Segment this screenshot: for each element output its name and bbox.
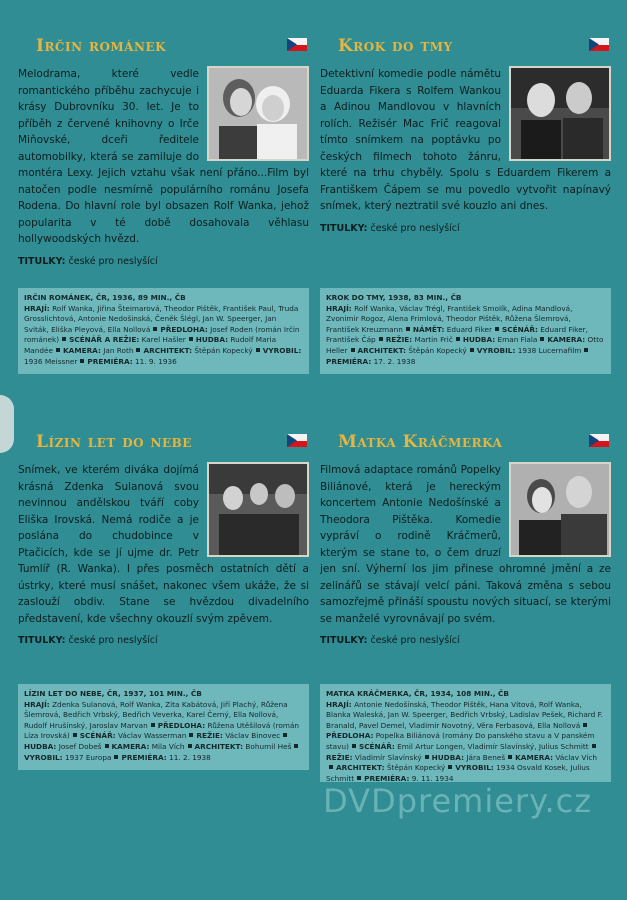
film-still-photo: [207, 462, 309, 557]
credit-value: Bohumil Heš: [245, 741, 292, 751]
credit-value: 17. 2. 1938: [373, 356, 416, 366]
film-title: Krok do tmy: [338, 36, 453, 56]
credit-value: Růžena Utěšilová (román Líza Irovská): [24, 720, 300, 741]
credit-label: VYROBIL:: [455, 763, 494, 773]
credit-value: Václav Binovec: [225, 731, 281, 741]
credit-label: KAMERA:: [111, 741, 150, 751]
credit-value: 1934 Osvald Kosek, Julius Schmitt: [326, 763, 590, 782]
film-body: [320, 462, 611, 660]
credit-label: HUDBA:: [431, 752, 464, 762]
credit-label: VYROBIL:: [262, 345, 302, 355]
credits-box: [18, 684, 309, 770]
film-title: Matka Kráčmerka: [338, 432, 503, 452]
credit-label: PREMIÉRA:: [121, 752, 167, 762]
czech-flag-icon: [287, 434, 307, 447]
film-title: Lízin let do nebe: [36, 432, 192, 452]
film-description: Melodrama, které vedle romantického příběhu zachycuje i krásy Dubrovníku 30. let. Je to příběh z červené knihovny o Irče Miňovské, dceři ředitele automobilky, která se zamiluje do montéra Lexy. Jejich vztahu však není přáno...Film byl natočen podle nesmírně populárního románu Josefa Rodena. Do hlavní role byl obsazen Rolf Wanka, jehož popularita v té době dosahovala věhlasu hollywoodských hvězd.: [18, 68, 309, 245]
film-description: Filmová adaptace románů Popelky Biliánové, která je hereckým koncertem Antonie Nedošínské a Theodora Pištěka. Komedie vypráví o rodině Kráčmerů, kterým se stane to, o čem druzí jen sní. Výherní los jim přinese ohromné jmění a ze zelinářů se stávají velcí páni. Taková změna s sebou samozřejmě přináší spoustu nových situací, se kterými se manželé vyrovnávají po svém.: [320, 464, 611, 625]
subtitles-info: [320, 633, 611, 650]
credits-header: MATKA KRÁČMERKA, ČR, 1934, 108 MIN., ČB: [326, 689, 509, 698]
credit-value: Antonie Nedošínská, Theodor Pištěk, Hana Vítová, Rolf Wanka, Blanka Waleská, Jan W. Speerger, Bedřich Vrbský, Ladislav Pešek, Richard F. Branald, Pavel Demel, Vladimír Novotný, Věra Ferbasová, Ella Nollová: [326, 699, 603, 730]
credit-value: Eduard Fiker, František Čáp: [326, 324, 588, 345]
film-description: Detektivní komedie podle námětu Eduarda Fikera s Rolfem Wankou a Adinou Mandlovou v hlavních rolích. Režisér Mac Frič reagoval tímto snímkem na poptávku po českých filmech tohoto žánru, které na trhu chyběly. Spolu s Eduardem Fikerem a Františkem Čápem se mu povedlo vytvořit napínavý snímek, který neztratil své kouzlo ani dnes.: [320, 68, 611, 212]
credit-value: Rolf Wanka, Jiřina Šteimarová, Theodor Pištěk, František Paul, Truda Grosslichtová, Antonie Nedošinská, Čeněk Šlégl, Jan W. Speerger, Jan Sviták, Eliška Pleyová, Ella Nollová: [24, 303, 299, 334]
subtitles-label: TITULKY:: [320, 635, 368, 646]
credit-value: Štěpán Kopecký: [408, 345, 467, 355]
credit-label: ARCHITEKT:: [336, 763, 385, 773]
subtitles-value: české pro neslyšící: [68, 635, 158, 646]
credit-label: PREMIÉRA:: [364, 773, 410, 782]
film-still-photo: [509, 66, 611, 161]
credits-header: LÍZIN LET DO NEBE, ČR, 1937, 101 MIN., ČB: [24, 689, 202, 698]
credit-value: Eman Fiala: [497, 335, 538, 345]
credit-label: SCÉNÁŘ A REŽIE:: [69, 335, 140, 345]
czech-flag-icon: [589, 434, 609, 447]
credit-label: REŽIE:: [326, 752, 353, 762]
credit-label: PŘEDLOHA:: [326, 731, 374, 741]
credit-label: VYROBIL:: [24, 752, 63, 762]
subtitles-label: TITULKY:: [18, 635, 66, 646]
subtitles-value: české pro neslyšící: [370, 635, 460, 646]
subtitles-value: české pro neslyšící: [68, 255, 158, 267]
film-title: Irčin románek: [36, 36, 167, 56]
credit-value: Vladimír Slavínský: [354, 752, 422, 762]
credit-label: PREMIÉRA:: [87, 356, 133, 366]
film-body: [18, 66, 309, 267]
credit-label: HRAJÍ:: [326, 303, 352, 313]
credit-value: 1936 Meissner: [24, 356, 78, 366]
credit-label: HRAJÍ:: [326, 699, 352, 709]
credit-value: Eduard Fiker: [446, 324, 493, 334]
credit-label: PREMIÉRA:: [326, 356, 372, 366]
film-card-matka-kracmerka: [320, 414, 611, 782]
watermark-logo: DVDpremiery.cz: [323, 782, 592, 820]
credit-value: 9. 11. 1934: [411, 773, 454, 782]
film-card-lizin-let-do-nebe: [18, 414, 309, 762]
credit-value: Zdenka Sulanová, Rolf Wanka, Zita Kabátová, Jiří Plachý, Růžena Šlemrová, Bedřich Vrbský, Bedřich Veverka, Karel Černý, Ella Nollová, Rudolf Hrušínský, Jaroslav Marvan: [24, 699, 288, 730]
credit-label: HUDBA:: [462, 335, 496, 345]
credit-value: Emil Artur Longen, Vladimír Slavínský, Julius Schmitt: [397, 741, 589, 751]
credit-value: Jára Beneš: [466, 752, 506, 762]
credit-value: Josef Roden (román Irčin románek): [24, 324, 300, 345]
subtitles-value: české pro neslyšící: [370, 222, 460, 234]
credit-value: 11. 9. 1936: [134, 356, 177, 366]
credit-label: SCÉNÁŘ:: [502, 324, 538, 334]
credit-label: ARCHITEKT:: [194, 741, 244, 751]
subtitles-label: TITULKY:: [320, 222, 368, 234]
credit-label: HRAJÍ:: [24, 303, 50, 313]
film-card-krok-do-tmy: [320, 18, 611, 366]
credit-label: KAMERA:: [547, 335, 586, 345]
film-card-ircin-romanek: [18, 18, 309, 366]
credit-value: 1938 Lucernafilm: [517, 345, 582, 355]
subtitles-info: [18, 633, 309, 650]
credit-value: Václav Vích: [555, 752, 598, 762]
credit-value: Josef Dobeš: [58, 741, 102, 751]
film-body: [320, 66, 611, 264]
credit-value: Rudolf Maria Mandée: [24, 335, 277, 355]
credit-value: Popelka Biliánová (romány Do panského stavu a V panském stavu): [326, 731, 595, 751]
credits-header: IRČIN ROMÁNEK, ČR, 1936, 89 MIN., ČB: [24, 293, 186, 302]
credit-value: Jan Roth: [103, 345, 134, 355]
czech-flag-icon: [287, 38, 307, 51]
credit-label: PŘEDLOHA:: [160, 324, 208, 334]
credit-value: Martin Frič: [414, 335, 453, 345]
subtitles-label: TITULKY:: [18, 255, 66, 267]
credit-value: 1937 Europa: [64, 752, 112, 762]
credit-label: SCÉNÁŘ:: [79, 731, 116, 741]
credit-label: KAMERA:: [63, 345, 101, 355]
credit-label: PŘEDLOHA:: [157, 720, 206, 730]
credit-label: VYROBIL:: [476, 345, 516, 355]
credits-header: KROK DO TMY, 1938, 83 MIN., ČB: [326, 293, 462, 302]
credit-label: ARCHITEKT:: [357, 345, 407, 355]
credit-label: HRAJÍ:: [24, 699, 50, 709]
film-body: [18, 462, 309, 660]
credit-value: Václav Wasserman: [117, 731, 187, 741]
credit-label: REŽIE:: [385, 335, 413, 345]
film-description: Snímek, ve kterém diváka dojímá krásná Zdenka Sulanová svou nevinnou andělskou tváří coby Eliška Irovská. Nemá rodiče a je poslána do chudobince v Ptačicích, kde se jí ujme dr. Petr Tumlíř (R. Wanka). I přes posměch ostatních dětí a ústrky, které musí snášet, nakonec všem ukáže, že si zaslouží obdiv. Stane se hvězdou divadelního představení, kde všechny okouzlí svým zpěvem.: [18, 464, 309, 625]
credit-label: KAMERA:: [515, 752, 554, 762]
credits-box: [320, 288, 611, 374]
credit-value: 11. 2. 1938: [169, 752, 211, 762]
film-still-photo: [509, 462, 611, 557]
credits-box: [18, 288, 309, 374]
credit-label: REŽIE:: [196, 731, 223, 741]
credit-value: Karel Hašler: [141, 335, 186, 345]
credit-label: HUDBA:: [24, 741, 57, 751]
credit-label: ARCHITEKT:: [143, 345, 193, 355]
credit-value: Rolf Wanka, Václav Trégl, František Smolík, Adina Mandlová, Zvonimir Rogoz, Alena Frimlová, Theodor Pištěk, Růžena Šlemrová, František Kreuzmann: [326, 303, 573, 334]
credit-label: HUDBA:: [195, 335, 229, 345]
subtitles-info: [320, 221, 611, 238]
credit-value: Mila Vích: [151, 741, 185, 751]
credit-value: Štěpán Kopecký: [386, 763, 446, 773]
subtitles-info: [18, 254, 309, 271]
credits-box: [320, 684, 611, 782]
disc-edge: [0, 395, 14, 453]
credit-label: NÁMĚT:: [412, 324, 445, 334]
credit-label: SCÉNÁŘ:: [358, 741, 395, 751]
film-still-photo: [207, 66, 309, 161]
czech-flag-icon: [589, 38, 609, 51]
credit-value: Štěpán Kopecký: [194, 345, 253, 355]
credit-value: Otto Heller: [326, 335, 604, 355]
